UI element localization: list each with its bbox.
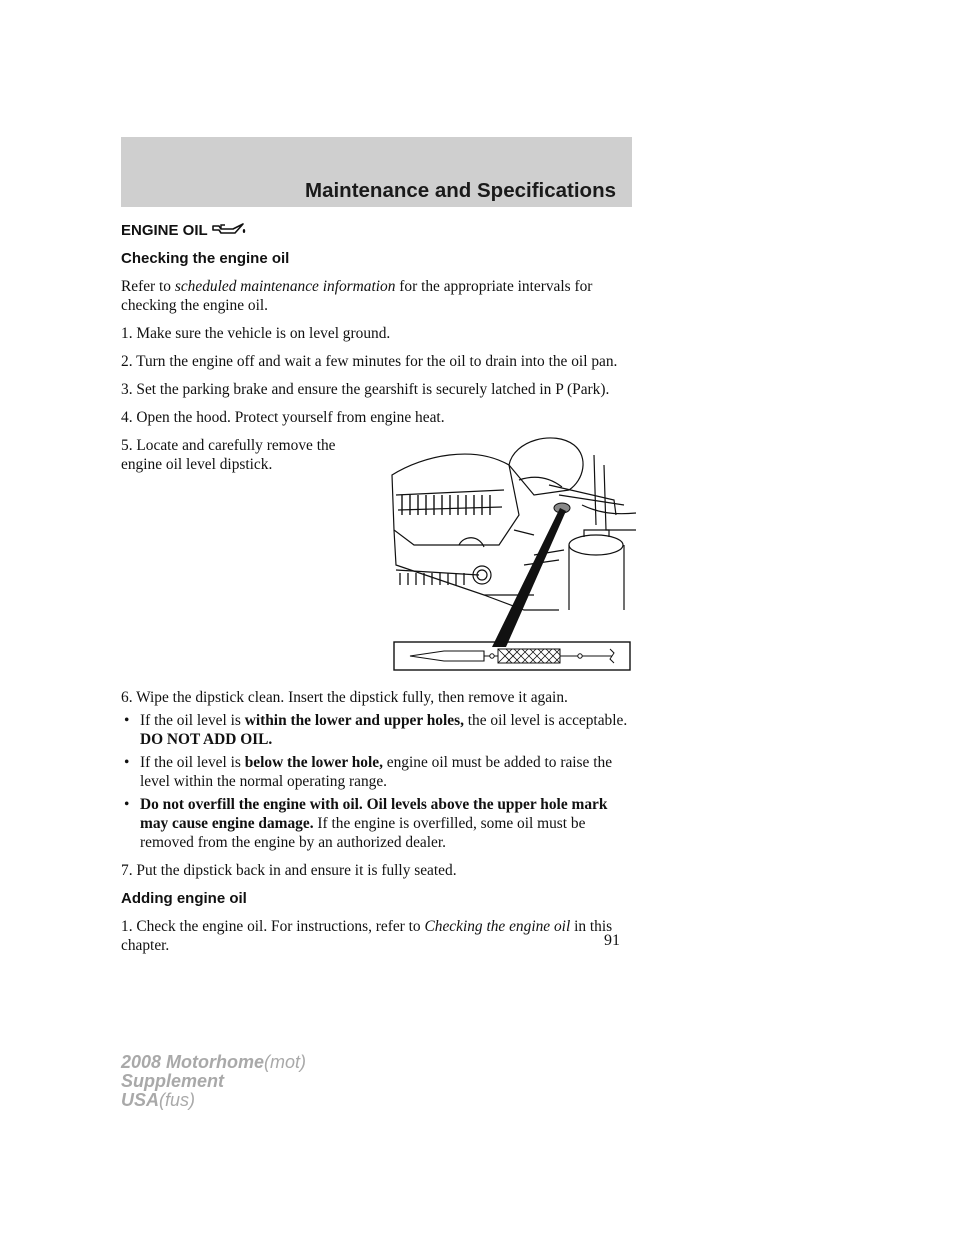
- intro-text-end: for the appropriate intervals for checking the engine oil.: [121, 278, 593, 314]
- footer-line-2: Supplement: [121, 1071, 225, 1091]
- step-7: 7. Put the dipstick back in and ensure it is fully seated.: [121, 862, 457, 879]
- step-6: 6. Wipe the dipstick clean. Insert the dipstick fully, then remove it again.: [121, 689, 568, 706]
- step-1: 1. Make sure the vehicle is on level ground.: [121, 325, 391, 342]
- intro-text: Refer to: [121, 278, 175, 295]
- footer: [121, 1053, 306, 1110]
- footer-line-3: USA(fus): [121, 1090, 196, 1110]
- bullet-item: • If the oil level is below the lower hole, engine oil must be added to raise the level within the normal operating range.: [124, 754, 613, 790]
- bullet-item: • If the oil level is within the lower and upper holes, the oil level is acceptable. DO NOT ADD OIL.: [124, 712, 628, 748]
- step-5: 5. Locate and carefully remove the engine oil level dipstick.: [121, 437, 336, 473]
- checking-intro: [121, 277, 636, 315]
- section-title: ENGINE OIL: [121, 222, 208, 239]
- section-heading: [121, 221, 636, 240]
- section-header-title: Maintenance and Specifications: [305, 179, 616, 202]
- step-2: 2. Turn the engine off and wait a few minutes for the oil to drain into the oil pan.: [121, 353, 618, 370]
- step-3: 3. Set the parking brake and ensure the gearshift is securely latched in P (Park).: [121, 381, 610, 398]
- engine-dipstick-drawing: [384, 435, 636, 675]
- footer-line-1: 2008 Motorhome(mot): [121, 1052, 307, 1072]
- adding-step-1: 1. Check the engine oil. For instructions, refer to Checking the engine oil in this chapter.: [121, 918, 613, 954]
- dipstick-illustration: [384, 435, 636, 675]
- oil-can-icon: [211, 221, 247, 239]
- step-4: 4. Open the hood. Protect yourself from engine heat.: [121, 409, 445, 426]
- page-number: 91: [604, 932, 620, 949]
- header-band: [121, 137, 632, 207]
- checking-heading: Checking the engine oil: [121, 250, 290, 267]
- adding-heading: Adding engine oil: [121, 890, 247, 907]
- bullet-item: • Do not overfill the engine with oil. Oil levels above the upper hole mark may cause engine damage. If the engine is overfilled, some oil must be removed from the engine by an authorized dealer.: [124, 796, 608, 851]
- intro-reference: scheduled maintenance information: [174, 278, 396, 295]
